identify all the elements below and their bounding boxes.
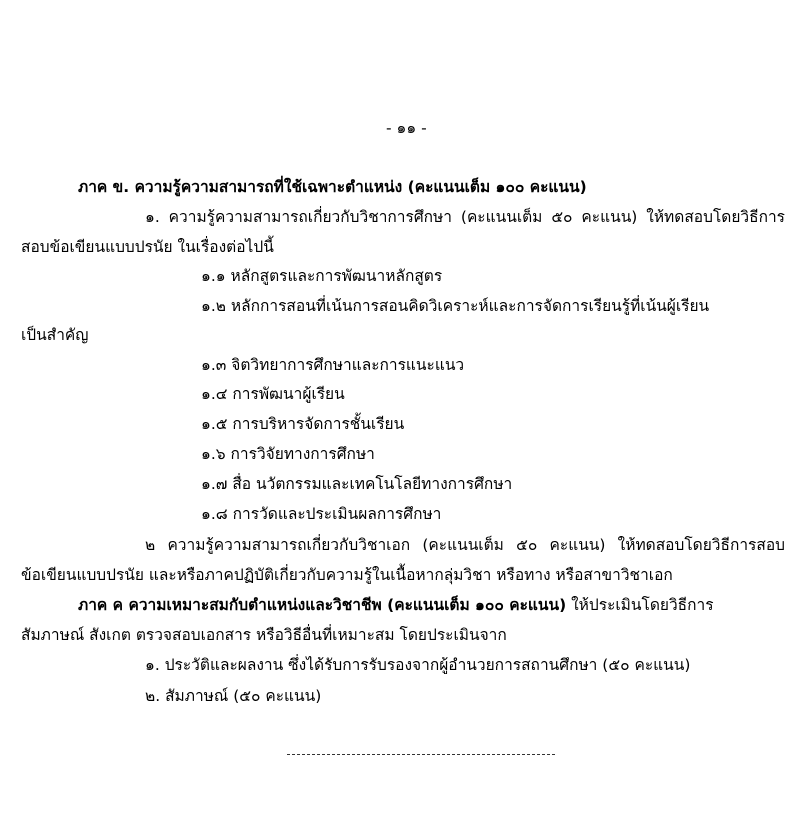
subitem-1-5: ๑.๕ การบริหารจัดการชั้นเรียน: [201, 415, 405, 433]
section-c-heading-bold: ภาค ค ความเหมาะสมกับตำแหน่งและวิชาชีพ (คะแนนเต็ม ๑๐๐ คะแนน): [78, 596, 567, 614]
subitem-1-8: ๑.๘ การวัดและประเมินผลการศึกษา: [201, 505, 442, 523]
subitem-1-4: ๑.๔ การพัฒนาผู้เรียน: [201, 385, 345, 403]
section-c-line2: สัมภาษณ์ สังเกต ตรวจสอบเอกสาร หรือวิธีอื่นที่เหมาะสม โดยประเมินจาก: [21, 626, 507, 644]
section-b-item1-line2: สอบข้อเขียนแบบปรนัย ในเรื่องต่อไปนี้: [21, 238, 274, 256]
section-c-heading-rest: ให้ประเมินโดยวิธีการ: [566, 596, 714, 614]
subitem-1-3: ๑.๓ จิตวิทยาการศึกษาและการแนะแนว: [201, 356, 465, 374]
section-c-item-1: ๑. ประวัติและผลงาน ซึ่งได้รับการรับรองจากผู้อำนวยการสถานศึกษา (๕๐ คะแนน): [145, 656, 691, 674]
subitem-1-6: ๑.๖ การวิจัยทางการศึกษา: [201, 445, 375, 463]
subitem-1-2-continuation: เป็นสำคัญ: [21, 326, 89, 344]
section-b-heading: ภาค ข. ความรู้ความสามารถที่ใช้เฉพาะตำแหน่ง (คะแนนเต็ม ๑๐๐ คะแนน): [78, 178, 587, 196]
section-b-item1-line1: ๑. ความรู้ความสามารถเกี่ยวกับวิชาการศึกษา (คะแนนเต็ม ๕๐ คะแนน) ให้ทดสอบโดยวิธีการ: [145, 208, 785, 226]
section-c-item-2: ๒. สัมภาษณ์ (๕๐ คะแนน): [145, 687, 322, 705]
subitem-1-7: ๑.๗ สื่อ นวัตกรรมและเทคโนโลยีทางการศึกษา: [201, 475, 513, 493]
subitem-1-2: ๑.๒ หลักการสอนที่เน้นการสอนคิดวิเคราะห์และการจัดการเรียนรู้ที่เน้นผู้เรียน: [201, 297, 710, 315]
end-divider: [287, 754, 555, 755]
section-b-item2-line2: ข้อเขียนแบบปรนัย และหรือภาคปฏิบัติเกี่ยวกับความรู้ในเนื้อหากลุ่มวิชา หรือทาง หรือสาขาวิชาเอก: [21, 566, 673, 584]
page-number: - ๑๑ -: [386, 119, 427, 137]
section-c-heading: [78, 595, 714, 615]
section-b-item2-line1: ๒ ความรู้ความสามารถเกี่ยวกับวิชาเอก (คะแนนเต็ม ๕๐ คะแนน) ให้ทดสอบโดยวิธีการสอบ: [145, 536, 785, 554]
subitem-1-1: ๑.๑ หลักสูตรและการพัฒนาหลักสูตร: [201, 267, 443, 285]
